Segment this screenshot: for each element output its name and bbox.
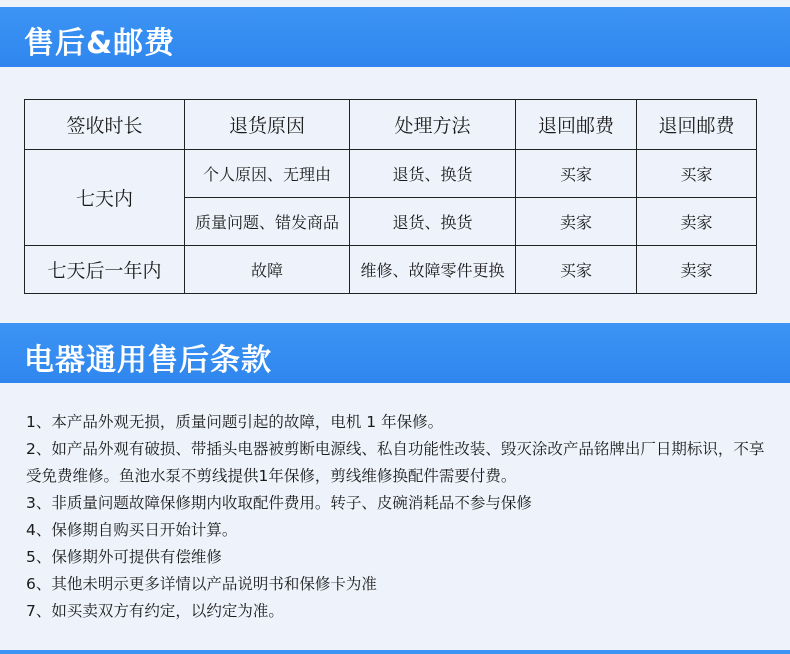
table-cell-fee: 买家: [516, 246, 637, 294]
column-header: 处理方法: [350, 100, 516, 150]
list-item: 1、本产品外观无损，质量问题引起的故障，电机 1 年保修。: [26, 413, 444, 431]
column-header: 退回邮费: [516, 100, 637, 150]
table-cell-reason: 个人原因、无理由: [185, 150, 350, 198]
column-header: 签收时长: [25, 100, 185, 150]
column-header: 退回邮费: [637, 100, 757, 150]
table-cell-reason: 质量问题、错发商品: [185, 198, 350, 246]
list-item: 2、如产品外观有破损、带插头电器被剪断电源线、私自功能性改装、毁灭涂改产品铭牌出厂日期标识，不享受免费维修。鱼池水泵不剪线提供1年保修，剪线维修换配件需要付费。: [26, 440, 765, 485]
table-cell-reason: 故障: [185, 246, 350, 294]
table-cell-method: 退货、换货: [350, 150, 516, 198]
list-item: 5、保修期外可提供有偿维修: [26, 548, 222, 566]
list-item: 4、保修期自购买日开始计算。: [26, 521, 238, 539]
table-row: [25, 246, 757, 294]
warranty-terms-list: [26, 409, 766, 625]
table-row: [25, 150, 757, 198]
table-cell-period: 七天内: [25, 150, 185, 246]
table-cell-method: 维修、故障零件更换: [350, 246, 516, 294]
list-item: 3、非质量问题故障保修期内收取配件费用。转子、皮碗消耗品不参与保修: [26, 494, 532, 512]
bottom-divider: [0, 650, 790, 654]
table-cell-fee: 买家: [637, 150, 757, 198]
section-title: 售后&邮费: [24, 26, 176, 61]
table-cell-fee: 卖家: [637, 198, 757, 246]
section-title: 电器通用售后条款: [24, 343, 272, 378]
section-header-after-sales: [0, 7, 790, 67]
table-cell-period: 七天后一年内: [25, 246, 185, 294]
table-header-row: [25, 100, 757, 150]
table-cell-method: 退货、换货: [350, 198, 516, 246]
table-cell-fee: 买家: [516, 150, 637, 198]
column-header: 退货原因: [185, 100, 350, 150]
list-item: 7、如买卖双方有约定，以约定为准。: [26, 602, 284, 620]
table-cell-fee: 卖家: [637, 246, 757, 294]
after-sales-table: [24, 99, 757, 294]
list-item: 6、其他未明示更多详情以产品说明书和保修卡为准: [26, 575, 377, 593]
table-cell-fee: 卖家: [516, 198, 637, 246]
section-header-warranty-terms: [0, 323, 790, 383]
